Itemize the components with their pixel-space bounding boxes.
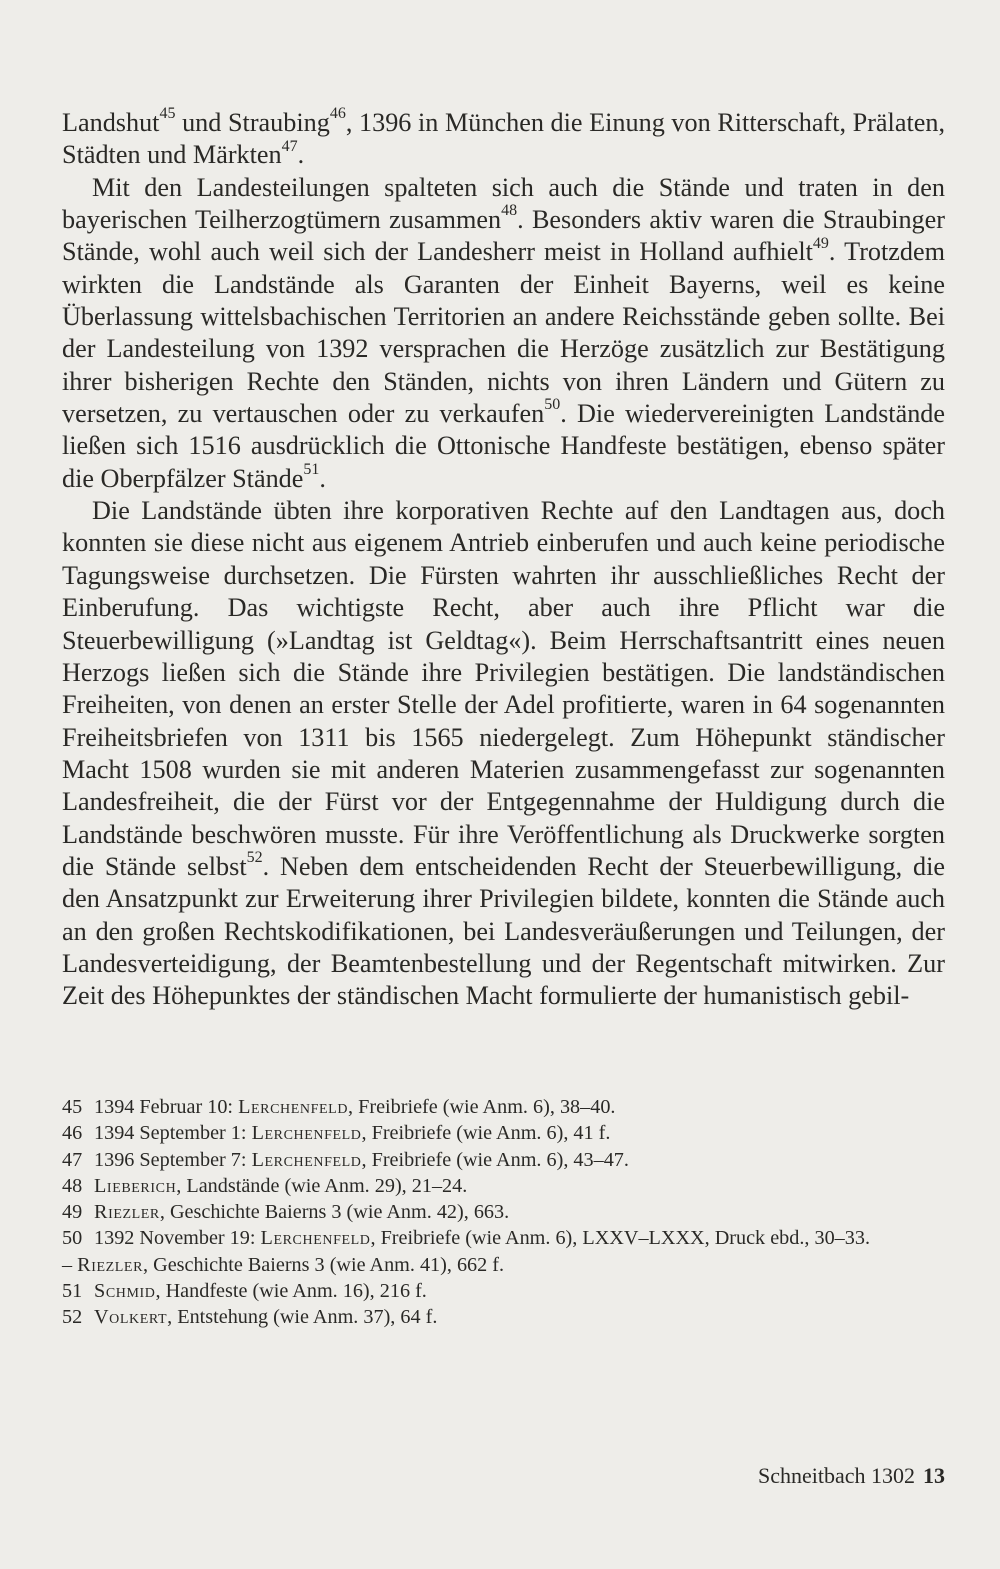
footnote-citation: , Freibriefe (wie Anm. 6), 38–40. [348, 1096, 616, 1118]
footnote-dash: – [62, 1253, 78, 1276]
footnote-author: Lerchenfeld [238, 1096, 349, 1118]
paragraph-1 [62, 107, 945, 172]
footnote-prefix: 1392 November 19: [94, 1227, 261, 1250]
footnote-52 [62, 1304, 952, 1330]
footnote-45 [62, 1094, 952, 1120]
footnote-citation: , Entstehung (wie Anm. 37), 64 f. [167, 1306, 438, 1329]
footnotes [62, 1094, 952, 1331]
footnote-number: 45 [62, 1096, 83, 1118]
text-run: Landshut [62, 108, 160, 137]
footnote-author: Schmid [94, 1280, 156, 1303]
footnote-author: Riezler [77, 1253, 144, 1276]
footnote-number: 52 [62, 1306, 83, 1329]
text-run: , 1396 in München die Einung von Ritterschaft, Prälaten, Städten und Märkten [62, 108, 945, 170]
page-number: 13 [923, 1463, 945, 1488]
footnote-50 [62, 1225, 952, 1278]
footnote-number: 47 [62, 1148, 83, 1171]
footnote-prefix: 1394 September 1: [94, 1122, 252, 1145]
text-run: . [297, 140, 305, 170]
footnote-citation: , Freibriefe (wie Anm. 6), 43–47. [361, 1148, 629, 1171]
footnote-46 [62, 1120, 952, 1146]
footnote-author: Riezler [94, 1201, 160, 1224]
text-run: . Die wiedervereinigten Landstände ließen sich 1516 ausdrücklich die Ottonische Handfeste bestätigen, ebenso später die Oberpfälzer Stände [62, 399, 946, 493]
footnote-prefix: 1394 Februar 10: [94, 1096, 239, 1118]
footnote-author: Lerchenfeld [251, 1148, 362, 1171]
footnote-reference[interactable]: 47 [281, 137, 298, 155]
footnote-number: 51 [62, 1280, 83, 1303]
text-run: . Trotzdem wirkten die Landstände als Garanten der Einheit Bayerns, weil es keine Überlassung wittelsbachischen Territorien an andere Reichsstände geben sollte. Bei der Landesteilung von 1392 versprachen die Herzöge zusätzlich zur Bestätigung ihrer bisherigen Rechte den Ständen, nichts von ihren Ländern und Gütern zu versetzen, zu vertauschen oder zu verkaufen [62, 237, 946, 429]
footnote-reference[interactable]: 46 [329, 105, 346, 123]
footnote-number: 49 [62, 1201, 83, 1224]
paragraph-3 [62, 495, 945, 1013]
footnote-citation: , Landstände (wie Anm. 29), 21–24. [176, 1174, 468, 1197]
footnote-number: 46 [62, 1122, 83, 1145]
footnote-author: Lieberich [94, 1174, 177, 1197]
main-text [62, 107, 945, 1013]
footnote-citation: , Freibriefe (wie Anm. 6), 41 f. [361, 1122, 611, 1145]
text-run: Die Landstände übten ihre korporativen Rechte auf den Landtagen aus, doch konnten sie diese nicht aus eigenem Antrieb einberufen und auch keine periodische Tagungsweise durchsetzen. Die Fürsten wahrten ihr ausschließliches Recht der Einberufung. Das wichtigste Recht, aber auch ihre Pflicht war die Steuerbewilligung (»Landtag ist Geldtag«). Beim Herrschaftsantritt eines neuen Herzogs ließen sich die Stände ihre Privilegien bestätigen. Die landständischen Freiheiten, von denen an erster Stelle der Adel profitierte, waren in 64 sogenannten Freiheitsbriefen von 1311 bis 1565 niedergelegt. Zum Höhepunkt ständischer Macht 1508 wurden sie mit anderen Materien zusammengefasst zur sogenannten Landesfreiheit, die der Fürst vor der Entgegennahme der Huldigung durch die Landstände beschwören musste. Für ihre Veröffentlichung als Druckwerke sorgten die Stände selbst [62, 496, 945, 881]
footnote-reference[interactable]: 49 [812, 234, 829, 252]
footnote-reference[interactable]: 52 [246, 849, 263, 867]
footnote-citation: , Geschichte Baierns 3 (wie Anm. 41), 662 f. [143, 1253, 505, 1276]
footnote-citation: , Handfeste (wie Anm. 16), 216 f. [155, 1280, 427, 1303]
footnote-51 [62, 1278, 952, 1304]
text-run: Mit den Landesteilungen spalteten sich auch die Stände und traten in den bayerischen Teilherzogtümern zusammen [62, 172, 945, 235]
footnote-47 [62, 1147, 952, 1173]
running-title: Schneitbach 1302 [757, 1463, 915, 1488]
text-run: und Straubing [175, 108, 330, 137]
footnote-prefix: 1396 September 7: [94, 1148, 252, 1171]
paragraph-2 [62, 172, 945, 495]
text-run: . [319, 463, 326, 493]
footnote-50-continuation [62, 1252, 952, 1278]
text-run: . Besonders aktiv waren die Straubinger Stände, wohl auch weil sich der Landesherr meist in Holland aufhielt [62, 205, 945, 267]
footnote-number: 48 [62, 1174, 83, 1197]
footnote-reference[interactable]: 48 [501, 202, 518, 220]
footnote-49 [62, 1199, 952, 1225]
running-footer [758, 1463, 945, 1489]
footnote-reference[interactable]: 50 [544, 396, 561, 414]
footnote-author: Volkert [94, 1306, 168, 1329]
footnote-author: Lerchenfeld [251, 1122, 362, 1145]
footnote-citation: , Geschichte Baierns 3 (wie Anm. 42), 663. [159, 1201, 510, 1224]
footnote-number: 50 [62, 1227, 83, 1250]
footnote-author: Lerchenfeld [260, 1227, 371, 1250]
footnote-reference[interactable]: 45 [159, 105, 176, 123]
footnote-citation: , Freibriefe (wie Anm. 6), LXXV–LXXX, Druck ebd., 30–33. [370, 1227, 871, 1250]
text-run: . Neben dem entscheidenden Recht der Steuerbewilligung, die den Ansatzpunkt zur Erweiterung ihrer Privilegien bildete, konnten die Stände auch an den großen Rechtskodifikationen, bei Landesveräußerungen und Teilungen, der Landesverteidigung, der Beamtenbestellung und der Regentschaft mitwirken. Zur Zeit des Höhepunktes der ständischen Macht formulierte der humanistisch gebil- [62, 851, 945, 1011]
footnote-48 [62, 1173, 952, 1199]
footnote-reference[interactable]: 51 [303, 461, 320, 479]
